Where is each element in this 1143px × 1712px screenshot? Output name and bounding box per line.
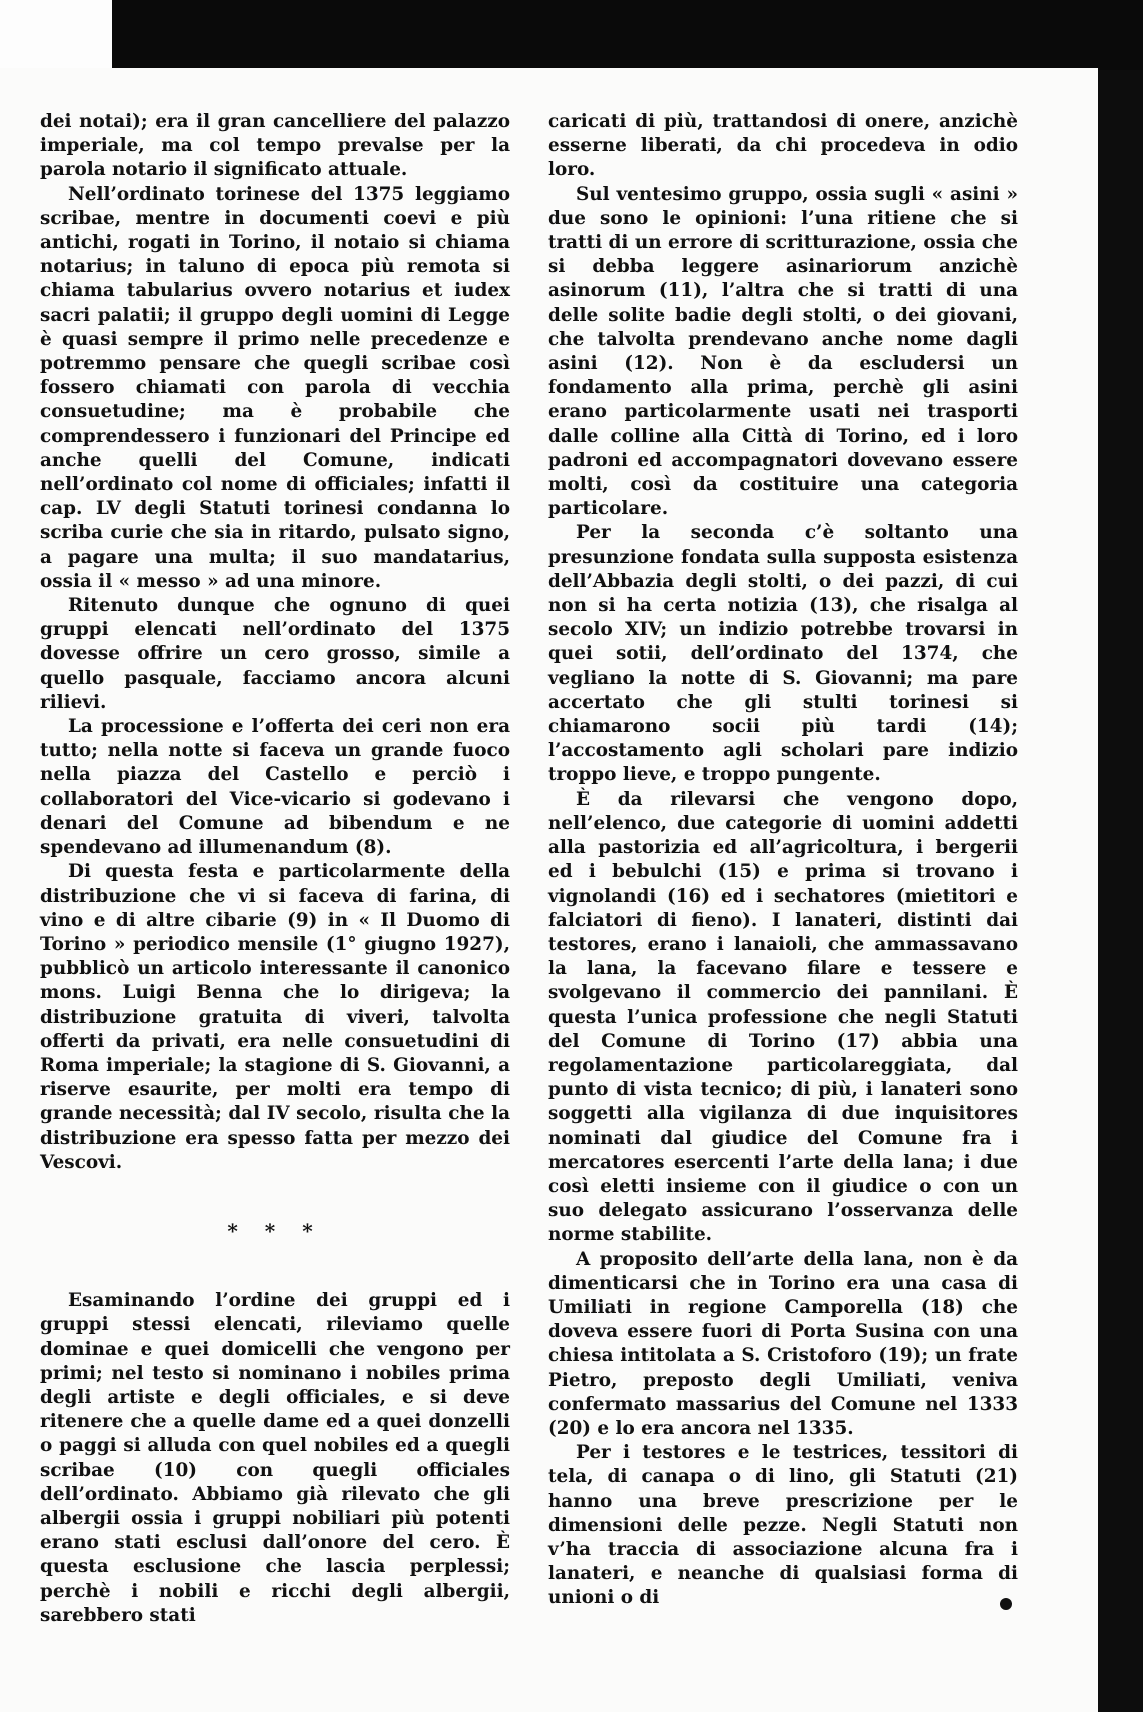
left-paragraph-4: La processione e l’offerta dei ceri non era tutto; nella notte si faceva un grande fuoco nella piazza del Castello e perciò i collaboratori del Vice-vicario si godevano i denari del Comune ad bibendum e ne spendevano ad illumenandum (8). [40, 716, 510, 859]
left-paragraph-1: dei notai); era il gran cancelliere del palazzo imperiale, ma col tempo prevalse per la parola notario il significato attuale. [40, 111, 510, 181]
right-paragraph-6: Per i testores e le testrices, tessitori di tela, di canapa o di lino, gli Statuti (21) hanno una breve prescrizione per le dimensioni delle pezze. Negli Statuti non v’ha traccia di associazione alcuna fra i lanateri, e neanche di qualsiasi forma di unioni o di [548, 1442, 1018, 1609]
left-paragraph-5: Di questa festa e particolarmente della distribuzione che vi si faceva di farina, di vino e di altre cibarie (9) in « Il Duomo di Torino » periodico mensile (1° giugno 1927), pubblicò un articolo interessante il canonico mons. Luigi Benna che lo dirigeva; la distribuzione gratuita di viveri, talvolta offerti da privati, era nelle consuetudini di Roma imperiale; la stagione di S. Giovanni, a riserve esaurite, per molti era tempo di grande necessità; dal IV secolo, risulta che la distribuzione era spesso fatta per mezzo dei Vescovi. [40, 861, 510, 1173]
document-page [0, 68, 1098, 1712]
right-paragraph-1: caricati di più, trattandosi di onere, anzichè esserne liberati, da chi procedeva in odio loro. [548, 111, 1018, 181]
section-separator: * * * [227, 1218, 323, 1243]
right-paragraph-5: A proposito dell’arte della lana, non è da dimenticarsi che in Torino era una casa di Umiliati in regione Camporella (18) che doveva essere fuori di Porta Susina con una chiesa intitolata a S. Cristoforo (19); un frate Pietro, preposto degli Umiliati, veniva confermato massarius del Comune nel 1333 (20) e lo era ancora nel 1335. [548, 1248, 1018, 1439]
right-paragraph-3: Per la seconda c’è soltanto una presunzione fondata sulla supposta esistenza dell’Abbazia degli stolti, o dei pazzi, di cui non si ha certa notizia (13), che risalga al secolo XIV; un indizio potrebbe trovarsi in quei sotii, dell’ordinato del 1374, che vegliano la notte di S. Giovanni; ma pare accertato che gli stulti torinesi si chiamarono socii più tardi (14); l’accostamento agli scholari pare indizio troppo lieve, e troppo pungente. [548, 522, 1018, 786]
right-paragraph-4: È da rilevarsi che vengono dopo, nell’elenco, due categorie di uomini addetti alla pastorizia ed all’agricoltura, i bergerii ed i bebulchi (15) e prima si trovano i vignolandi (16) ed i sechatores (mietitori e falciatori di fieno). I lanateri, distinti dai testores, erano i lanaioli, che ammassavano la lana, la facevano filare e tessere e svolgevano il commercio dei pannilani. È questa l’unica professione che negli Statuti del Comune di Torino (17) abbia una regolamentazione particolareggiata, dal punto di vista tecnico; di più, i lanateri sono soggetti alla vigilanza di due inquisitores nominati dal giudice del Comune fra i mercatores esercenti l’arte della lana; i due così eletti insieme con il giudice o con un suo delegato assicurano l’osservanza delle norme stabilite. [548, 788, 1018, 1246]
left-paragraph-2: Nell’ordinato torinese del 1375 leggiamo scribae, mentre in documenti coevi e più antichi, rogati in Torino, il notaio si chiama notarius; in taluno di epoca più remota si chiama tabularius ovvero notarius et iudex sacri palatii; il gruppo degli uomini di Legge è quasi sempre il primo nelle precedenze e potremmo pensare che quegli scribae così fossero chiamati con parola di vecchia consuetudine; ma è probabile che comprendessero i funzionari del Principe ed anche quelli del Comune, indicati nell’ordinato col nome di officiales; infatti il cap. LV degli Statuti torinesi condanna lo scriba curie che sia in ritardo, pulsato signo, a pagare una multa; il suo mandatarius, ossia il « messo » ad una minore. [40, 183, 510, 592]
left-column [40, 110, 510, 1628]
ink-dot-mark [1000, 1598, 1012, 1610]
right-paragraph-2: Sul ventesimo gruppo, ossia sugli « asini » due sono le opinioni: l’una ritiene che si tratti di un errore di scritturazione, ossia che si debba leggere asinariorum anzichè asinorum (11), l’altra che si tratti di una delle solite badie degli stolti, o dei giovani, che talvolta prendevano anche nome dagli asini (12). Non è da escludersi un fondamento alla prima, perchè gli asini erano particolarmente usati nei trasporti dalle colline alla Città di Torino, ed i loro padroni ed accompagnatori dovevano essere molti, così da costituire una categoria particolare. [548, 183, 1018, 520]
scan-top-dark-band [112, 0, 1143, 70]
right-column [548, 110, 1018, 1611]
left-paragraph-6: Esaminando l’ordine dei gruppi ed i gruppi stessi elencati, rileviamo quelle dominae e quei domicelli che vengono per primi; nel testo si nominano i nobiles prima degli artiste e degli officiales, e si deve ritenere che a quelle dame ed a quei donzelli o paggi si alluda con quel nobiles ed a quegli scribae (10) con quegli officiales dell’ordinato. Abbiamo già rilevato che gli albergii ossia i gruppi nobiliari più potenti erano stati esclusi dall’onore del cero. È questa esclusione che lascia perplessi; perchè i nobili e ricchi degli albergii, sarebbero stati [40, 1290, 510, 1626]
scan-top-border [0, 0, 1143, 70]
left-paragraph-3: Ritenuto dunque che ognuno di quei gruppi elencati nell’ordinato del 1375 dovesse offrire un cero grosso, simile a quello pasquale, facciamo ancora alcuni rilievi. [40, 595, 510, 713]
